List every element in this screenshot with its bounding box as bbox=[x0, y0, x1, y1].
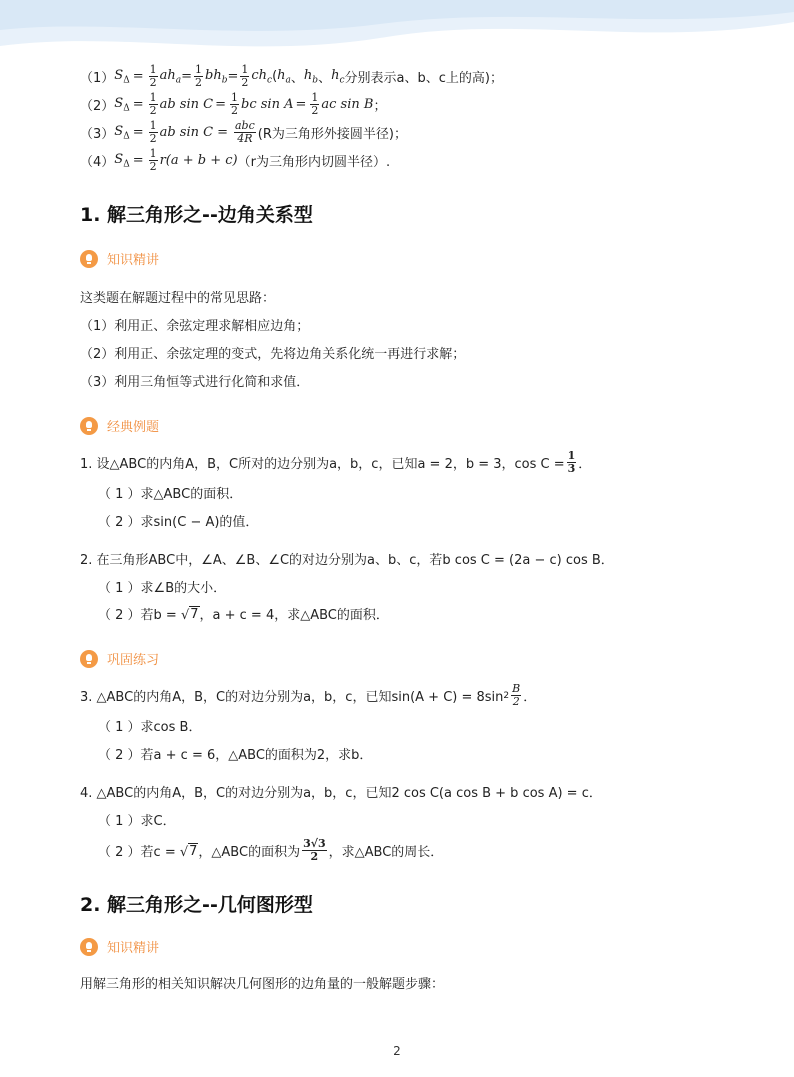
area-formula-4: （4） $S_\Delta$ = $\frac{1}{2}$ r(a + b + c) （r为三角形内切圆半径）. bbox=[80, 147, 391, 173]
lightbulb-icon bbox=[80, 417, 98, 435]
step-1: （1）利用正、余弦定理求解相应边角； bbox=[80, 319, 310, 334]
header-wave-decoration bbox=[0, 0, 794, 70]
lightbulb-icon bbox=[80, 938, 98, 956]
step-3: （3）利用三角恒等式进行化简和求值． bbox=[80, 375, 310, 390]
step-2: （2）利用正、余弦定理的变式，先将边角关系化统一再进行求解； bbox=[80, 347, 466, 362]
question-3: 3. △ABC的内角A，B，C的对边分别为a，b，c，已知sin(A + C) = 8sin 2 $\frac{B}{2}$ ． bbox=[80, 682, 537, 708]
section-1-heading: 1. 解三角形之--边角关系型 bbox=[80, 204, 313, 226]
area-formula-1: （1） $S_\Delta$ = $\frac{1}{2}$ $ah_a$ = $\frac{1}{2}$ $bh_b$ = $\frac{1}{2}$ $ch_c$ ( $h_a$ 、 $h_b$ 、 $h_c$ 分别表示a、b、c上的高)； bbox=[80, 63, 503, 89]
question-1: 1. 设△ABC的内角A，B，C所对的边分别为a，b，c，已知a = 2，b = 3，cos C = $\frac{1}{3}$ ． bbox=[80, 449, 592, 475]
question-3-part-2: （ 2 ）若a + c = 6，△ABC的面积为2，求b． bbox=[98, 748, 373, 763]
lightbulb-icon bbox=[80, 250, 98, 268]
lightbulb-icon bbox=[80, 650, 98, 668]
examples-tag: 经典例题 bbox=[80, 416, 159, 435]
page-number: 2 bbox=[393, 1044, 401, 1058]
question-1-part-2: （ 2 ）求sin(C − A)的值． bbox=[98, 515, 259, 530]
question-3-part-1: （ 1 ）求cos B． bbox=[98, 720, 202, 735]
intro-text: 这类题在解题过程中的常见思路： bbox=[80, 291, 276, 306]
section-2-intro: 用解三角形的相关知识解决几何图形的边角量的一般解题步骤： bbox=[80, 977, 445, 992]
question-4: 4. △ABC的内角A，B，C的对边分别为a，b，c，已知2 cos C(a cos B + b cos A) = c． bbox=[80, 786, 602, 801]
knowledge-tag-2: 知识精讲 bbox=[80, 937, 159, 956]
practice-tag: 巩固练习 bbox=[80, 649, 159, 668]
knowledge-tag: 知识精讲 bbox=[80, 249, 159, 268]
question-2: 2. 在三角形ABC中，∠A、∠B、∠C的对边分别为a、b、c，若b cos C = (2a − c) cos B． bbox=[80, 553, 614, 568]
question-4-part-2: （ 2 ）若c = √ 7 ，△ABC的面积为 $\frac{3√3}{2}$ ，求△ABC的周长． bbox=[98, 837, 444, 863]
question-2-part-1: （ 1 ）求∠B的大小． bbox=[98, 581, 227, 596]
section-2-heading: 2. 解三角形之--几何图形型 bbox=[80, 894, 313, 916]
area-formula-2: （2） $S_\Delta$ = $\frac{1}{2}$ ab sin C = $\frac{1}{2}$ bc sin A = $\frac{1}{2}$ ac sin B ； bbox=[80, 91, 387, 117]
question-2-part-2: （ 2 ）若b = √ 7 ，a + c = 4，求△ABC的面积． bbox=[98, 606, 389, 623]
question-1-part-1: （ 1 ）求△ABC的面积． bbox=[98, 487, 243, 502]
area-formula-3: （3） $S_\Delta$ = $\frac{1}{2}$ ab sin C = $\frac{\text{abc}}{4R}$ (R为三角形外接圆半径)； bbox=[80, 119, 407, 145]
question-4-part-1: （ 1 ）求C． bbox=[98, 814, 176, 829]
